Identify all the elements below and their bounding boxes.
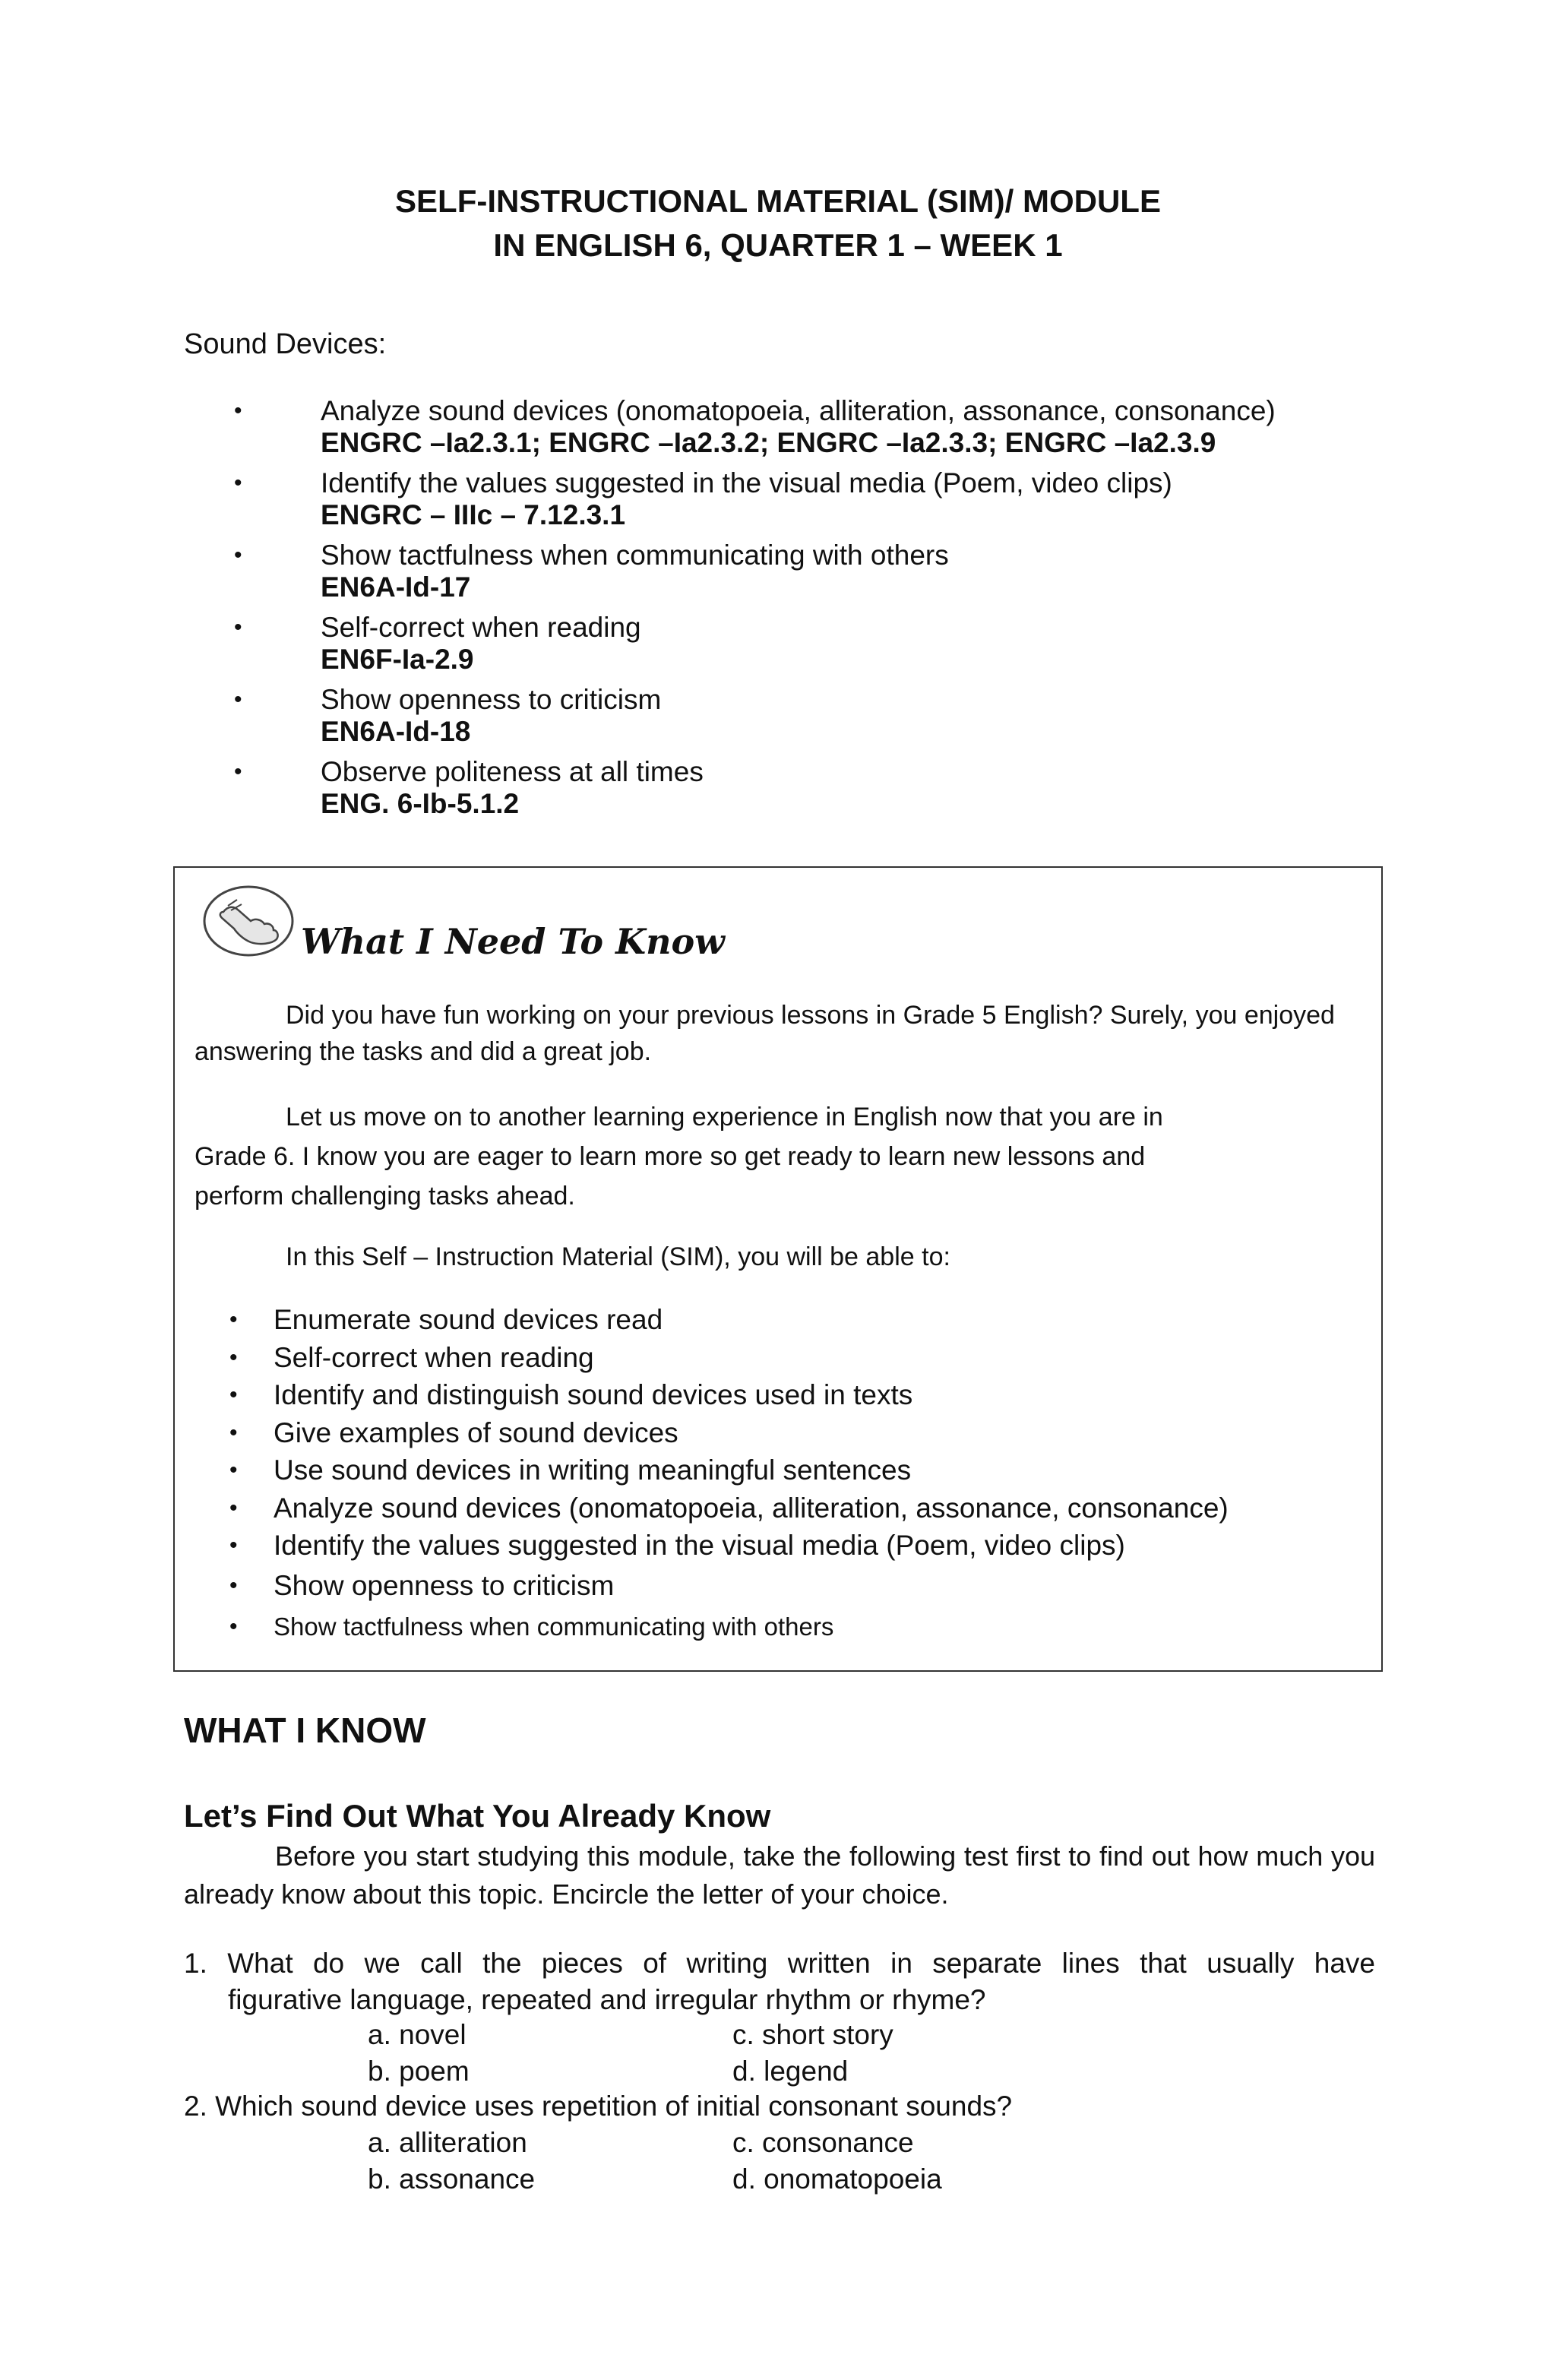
sim-paragraph [194,1239,1365,1275]
pointing-hand-icon [201,883,296,959]
bullet-icon: • [229,1419,238,1445]
competency-text: Observe politeness at all times [321,756,704,787]
choice-1a[interactable]: a. novel [368,2019,466,2050]
objective-text: Identify the values suggested in the visual media (Poem, video clips) [274,1530,1125,1561]
para2-line2: Grade 6. I know you are eager to learn more so get ready to learn new lessons and [194,1142,1146,1171]
what-i-need-to-know-box [173,866,1383,1672]
bullet-icon: • [234,470,242,495]
competency-item [234,467,1276,531]
objective-item [229,1565,1229,1607]
objectives-list [229,1301,1229,1647]
bullet-icon: • [229,1533,238,1558]
competency-item [234,684,1276,748]
choice-2a[interactable]: a. alliteration [368,2127,527,2158]
choice-2b[interactable]: b. assonance [368,2163,536,2195]
competency-item [234,540,1276,603]
test-instructions [184,1837,1375,1913]
competency-text: Show tactfulness when communicating with others [321,540,949,571]
competency-text: Identify the values suggested in the visual media (Poem, video clips) [321,467,1172,498]
bullet-icon: • [229,1307,238,1332]
bullet-icon: • [234,398,242,423]
objective-item [229,1301,1229,1339]
competency-item [234,395,1276,459]
choice-1d[interactable]: d. legend [732,2056,849,2087]
competency-list [234,395,1276,828]
bullet-icon: • [229,1495,238,1521]
competency-item [234,612,1276,676]
bullet-icon: • [234,687,242,712]
objective-item [229,1339,1229,1377]
question-2 [184,2088,1375,2125]
objective-text: Give examples of sound devices [274,1416,678,1448]
module-title [0,179,1556,267]
competency-code: EN6A-Id-18 [321,716,471,747]
bullet-icon: • [229,1382,238,1407]
question-1-line-1: 1. What do we call the pieces of writing written in separate lines that usually have [184,1948,1375,1979]
objective-item [229,1376,1229,1414]
para2-line3: perform challenging tasks ahead. [194,1182,575,1211]
competency-text: Analyze sound devices (onomatopoeia, alliteration, assonance, consonance) [321,395,1276,426]
title-line-2: IN ENGLISH 6, QUARTER 1 – WEEK 1 [493,227,1063,263]
competency-text: Self-correct when reading [321,612,641,643]
bullet-icon: • [229,1613,238,1639]
bullet-icon: • [229,1572,238,1598]
objective-text: Enumerate sound devices read [274,1304,663,1335]
choice-2d[interactable]: d. onomatopoeia [732,2163,942,2195]
competency-code: EN6A-Id-17 [321,571,471,603]
bullet-icon: • [234,759,242,784]
find-out-heading: Let’s Find Out What You Already Know [184,1798,771,1834]
bullet-icon: • [229,1457,238,1483]
competency-code: ENG. 6-Ib-5.1.2 [321,788,520,819]
choice-1c[interactable]: c. short story [732,2019,893,2050]
bullet-icon: • [229,1344,238,1370]
competency-code: EN6F-Ia-2.9 [321,644,474,675]
objective-item [229,1451,1229,1489]
instructions-text: Before you start studying this module, take the following test first to find out how much you already know about this topic. Encircle the letter of your choice. [184,1840,1375,1910]
question-1-line-2: figurative language, repeated and irregular rhythm or rhyme? [228,1984,986,2015]
sound-devices-label: Sound Devices: [184,328,387,360]
objective-item [229,1414,1229,1452]
objective-item [229,1489,1229,1527]
bullet-icon: • [234,543,242,568]
question-1 [184,1945,1375,2018]
objective-item [229,1527,1229,1565]
objective-text: Show openness to criticism [274,1569,615,1601]
objective-text: Use sound devices in writing meaningful sentences [274,1454,912,1486]
question-2-line-1: 2. Which sound device uses repetition of initial consonant sounds? [184,2090,1013,2122]
objective-text: Self-correct when reading [274,1341,594,1373]
competency-text: Show openness to criticism [321,684,662,715]
objective-text: Analyze sound devices (onomatopoeia, alliteration, assonance, consonance) [274,1492,1229,1524]
box-heading: What I Need To Know [301,921,725,962]
objective-item [229,1607,1229,1647]
title-line-1: SELF-INSTRUCTIONAL MATERIAL (SIM)/ MODULE [395,183,1161,219]
para1-text: Did you have fun working on your previous lessons in Grade 5 English? Surely, you enjoyed answering the tasks and did a great job. [194,1001,1335,1066]
para2-line1: Let us move on to another learning experience in English now that you are in [286,1103,1163,1131]
move-on-paragraph [194,1097,1365,1216]
intro-paragraph [194,997,1365,1070]
para3-text: In this Self – Instruction Material (SIM), you will be able to: [286,1242,950,1271]
competency-code: ENGRC –Ia2.3.1; ENGRC –Ia2.3.2; ENGRC –Ia2.3.3; ENGRC –Ia2.3.9 [321,427,1216,458]
bullet-icon: • [234,615,242,640]
choice-1b[interactable]: b. poem [368,2056,470,2087]
choice-2c[interactable]: c. consonance [732,2127,914,2158]
competency-item [234,756,1276,820]
competency-code: ENGRC – IIIc – 7.12.3.1 [321,499,626,530]
objective-text: Identify and distinguish sound devices used in texts [274,1379,913,1410]
what-i-know-heading: WHAT I KNOW [184,1711,426,1750]
objective-text: Show tactfulness when communicating with others [274,1612,834,1641]
